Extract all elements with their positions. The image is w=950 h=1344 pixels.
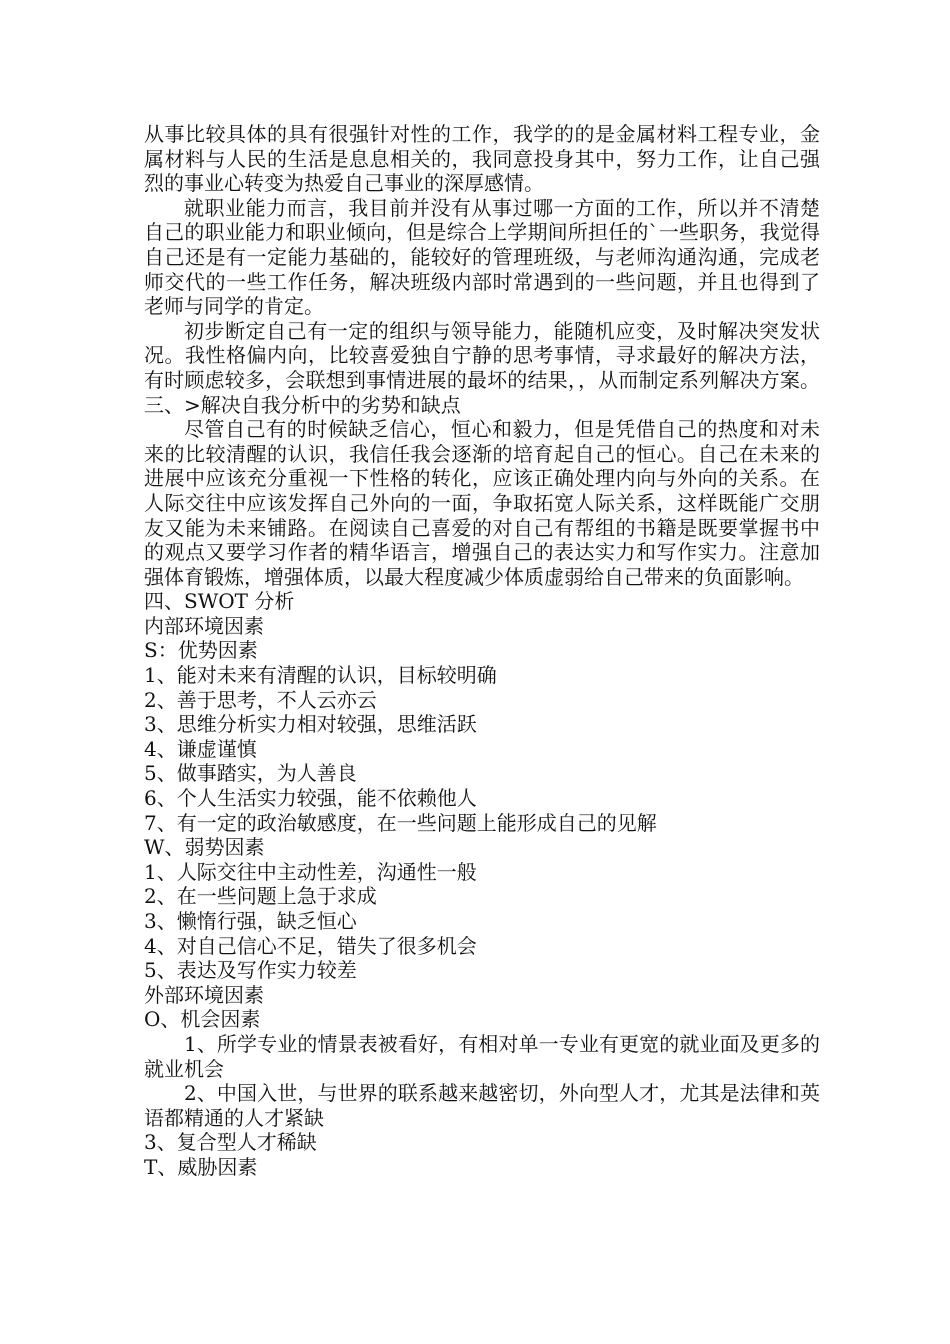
document-page (144, 122, 820, 1180)
strength-item: 5、做事踏实，为人善良 (144, 761, 357, 786)
weakness-item: 2、在一些问题上急于求成 (144, 884, 377, 909)
paragraph-personality: 初步断定自己有一定的组织与领导能力，能随机应变，及时解决突发状况。我性格偏内向，比较喜爱独自宁静的思考事情，寻求最好的解决方法，有时顾虑较多，会联想到事情进展的最坏的结果，，从而制定系列解决方案。三、>解决自我分析中的劣势和缺点 (144, 318, 820, 417)
weaknesses-heading: W、弱势因素 (144, 835, 265, 860)
opportunity-item: 2、中国入世，与世界的联系越来越密切，外向型人才，尤其是法律和英语都精通的人才紧缺 (144, 1081, 820, 1130)
opportunity-item: 3、复合型人才稀缺 (144, 1130, 317, 1155)
strengths-heading: S：优势因素 (144, 638, 258, 663)
paragraph-improvement: 尽管自己有的时候缺乏信心，恒心和毅力，但是凭借自己的热度和对未来的比较清醒的认识，我信任我会逐渐的培育起自己的恒心。自己在未来的进展中应该充分重视一下性格的转化，应该正确处理内向与外向的关系。在人际交往中应该发挥自己外向的一面，争取拓宽人际关系，这样既能广交朋友又能为未来铺路。在阅读自己喜爱的对自己有帮组的书籍是既要掌握书中的观点又要学习作者的精华语言，增强自己的表达实力和写作实力。注意加强体育锻炼，增强体质，以最大程度减少体质虚弱给自己带来的负面影响。 (144, 417, 820, 589)
weakness-item: 4、对自己信心不足，错失了很多机会 (144, 933, 477, 958)
weakness-item: 5、表达及写作实力较差 (144, 958, 357, 983)
opportunity-item: 1、所学专业的情景表被看好，有相对单一专业有更宽的就业面及更多的就业机会 (144, 1031, 820, 1081)
weakness-item: 1、人际交往中主动性差，沟通性一般 (144, 859, 477, 884)
strength-item: 4、谦虚谨慎 (144, 736, 257, 761)
external-factors-heading: 外部环境因素 (144, 982, 264, 1007)
paragraph-career-intro: 从事比较具体的具有很强针对性的工作，我学的的是金属材料工程专业，金属材料与人民的生活是息息相关的，我同意投身其中，努力工作，让自己强烈的事业心转变为热爱自己事业的深厚感情。 (144, 122, 820, 196)
swot-heading: 四、SWOT 分析 (144, 589, 295, 614)
internal-factors-heading: 内部环境因素 (144, 613, 264, 638)
strength-item: 3、思维分析实力相对较强，思维活跃 (144, 712, 477, 737)
threats-heading: T、威胁因素 (144, 1154, 258, 1179)
paragraph-career-ability: 就职业能力而言，我目前并没有从事过哪一方面的工作，所以并不清楚自己的职业能力和职业倾向，但是综合上学期间所担任的`一些职务，我觉得自己还是有一定能力基础的，能较好的管理班级，与老师沟通沟通，完成老师交代的一些工作任务，解决班级内部时常遇到的一些问题，并且也得到了老师与同学的肯定。 (144, 195, 820, 319)
opportunities-heading: O、机会因素 (144, 1007, 261, 1032)
strength-item: 6、个人生活实力较强，能不依赖他人 (144, 786, 477, 811)
strength-item: 1、能对未来有清醒的认识，目标较明确 (144, 663, 497, 688)
strength-item: 2、善于思考，不人云亦云 (144, 687, 377, 712)
weakness-item: 3、懒惰行强，缺乏恒心 (144, 909, 357, 933)
strength-item: 7、有一定的政治敏感度，在一些问题上能形成自己的见解 (144, 810, 657, 835)
